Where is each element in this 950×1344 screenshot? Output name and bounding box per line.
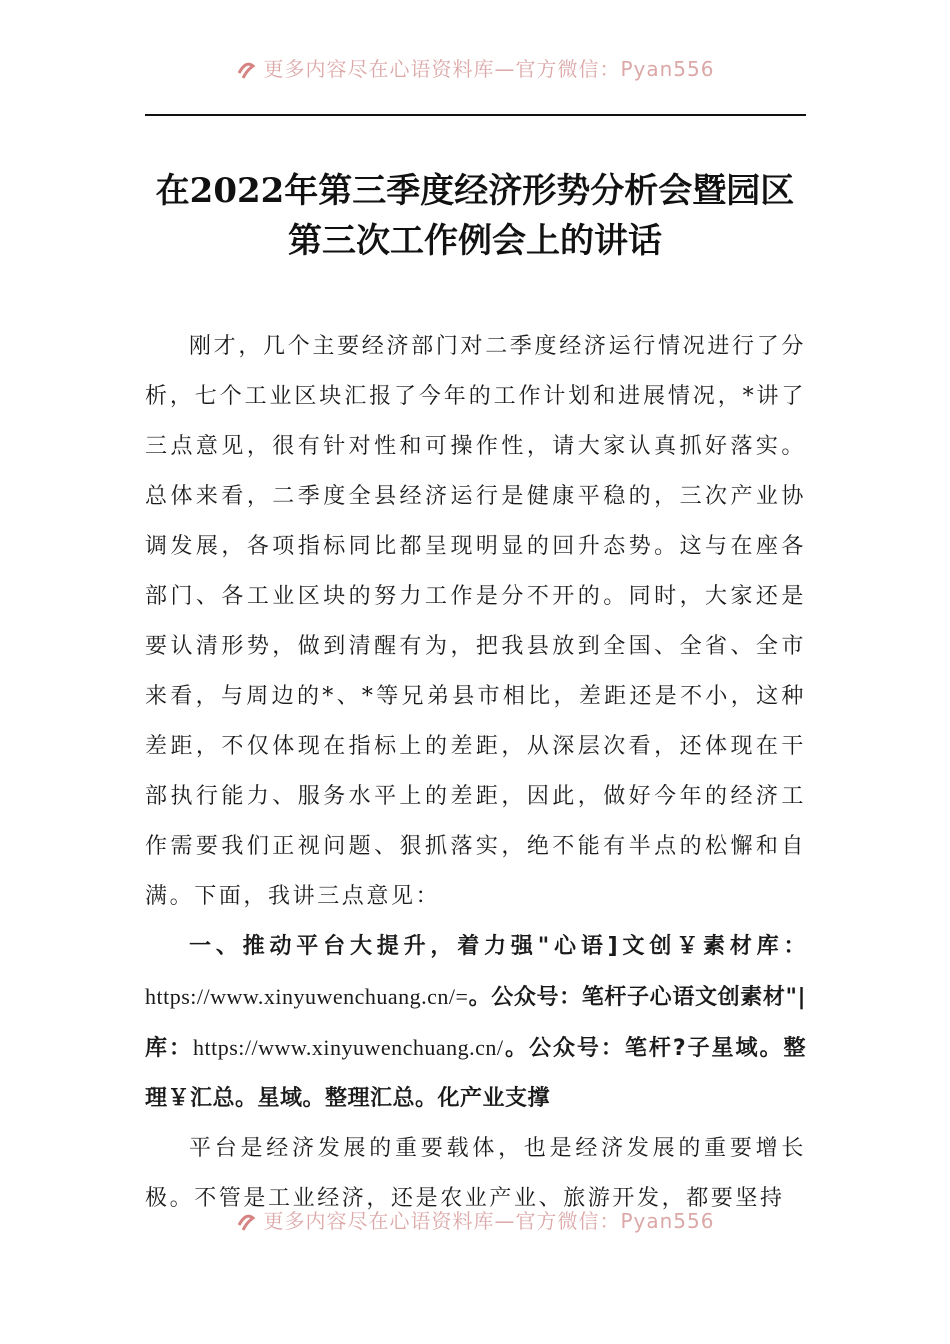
heading-text-3: 。公众号：笔杆?子星域。整理￥汇总。星域。整理汇总。化产业支撑 (145, 1036, 806, 1111)
heading-url-1: https://www.xinyuwenchuang.cn/= (145, 984, 469, 1009)
title-line-1: 在2022年第三季度经济形势分析会暨园区 (155, 171, 795, 211)
document-body (145, 322, 806, 1224)
heading-text-1: 一、推动平台大提升，着力强"心语]文创￥素材库： (189, 934, 806, 959)
section-heading-1 (145, 922, 806, 1124)
title-line-2: 第三次工作例会上的讲话 (288, 221, 662, 261)
paragraph-platform: 平台是经济发展的重要载体，也是经济发展的重要增长极。不管是工业经济，还是农业产业、旅游开发，都要坚持 (145, 1136, 806, 1211)
logo-icon (235, 58, 257, 80)
document-title (100, 166, 850, 266)
paragraph-intro: 刚才，几个主要经济部门对二季度经济运行情况进行了分析，七个工业区块汇报了今年的工作计划和进展情况，*讲了三点意见，很有针对性和可操作性，请大家认真抓好落实。总体来看，二季度全县经济运行是健康平稳的，三次产业协调发展，各项指标同比都呈现明显的回升态势。这与在座各部门、各工业区块的努力工作是分不开的。同时，大家还是要认清形势，做到清醒有为，把我县放到全国、全省、全市来看，与周边的*、*等兄弟县市相比，差距还是不小，这种差距，不仅体现在指标上的差距，从深层次看，还体现在干部执行能力、服务水平上的差距，因此，做好今年的经济工作需要我们正视问题、狠抓落实，绝不能有半点的松懈和自满。下面，我讲三点意见： (145, 334, 806, 909)
header-watermark (0, 56, 950, 82)
logo-icon (235, 1210, 257, 1232)
header-rule (145, 114, 806, 116)
heading-text-2: 。公众号：笔杆子心语文创素材"|库： (145, 985, 806, 1061)
watermark-text: 更多内容尽在心语资料库—官方微信：Pyan556 (263, 1209, 715, 1233)
footer-watermark (0, 1208, 950, 1234)
heading-url-2: https://www.xinyuwenchuang.cn/ (192, 1035, 504, 1060)
watermark-text: 更多内容尽在心语资料库—官方微信：Pyan556 (263, 57, 715, 81)
